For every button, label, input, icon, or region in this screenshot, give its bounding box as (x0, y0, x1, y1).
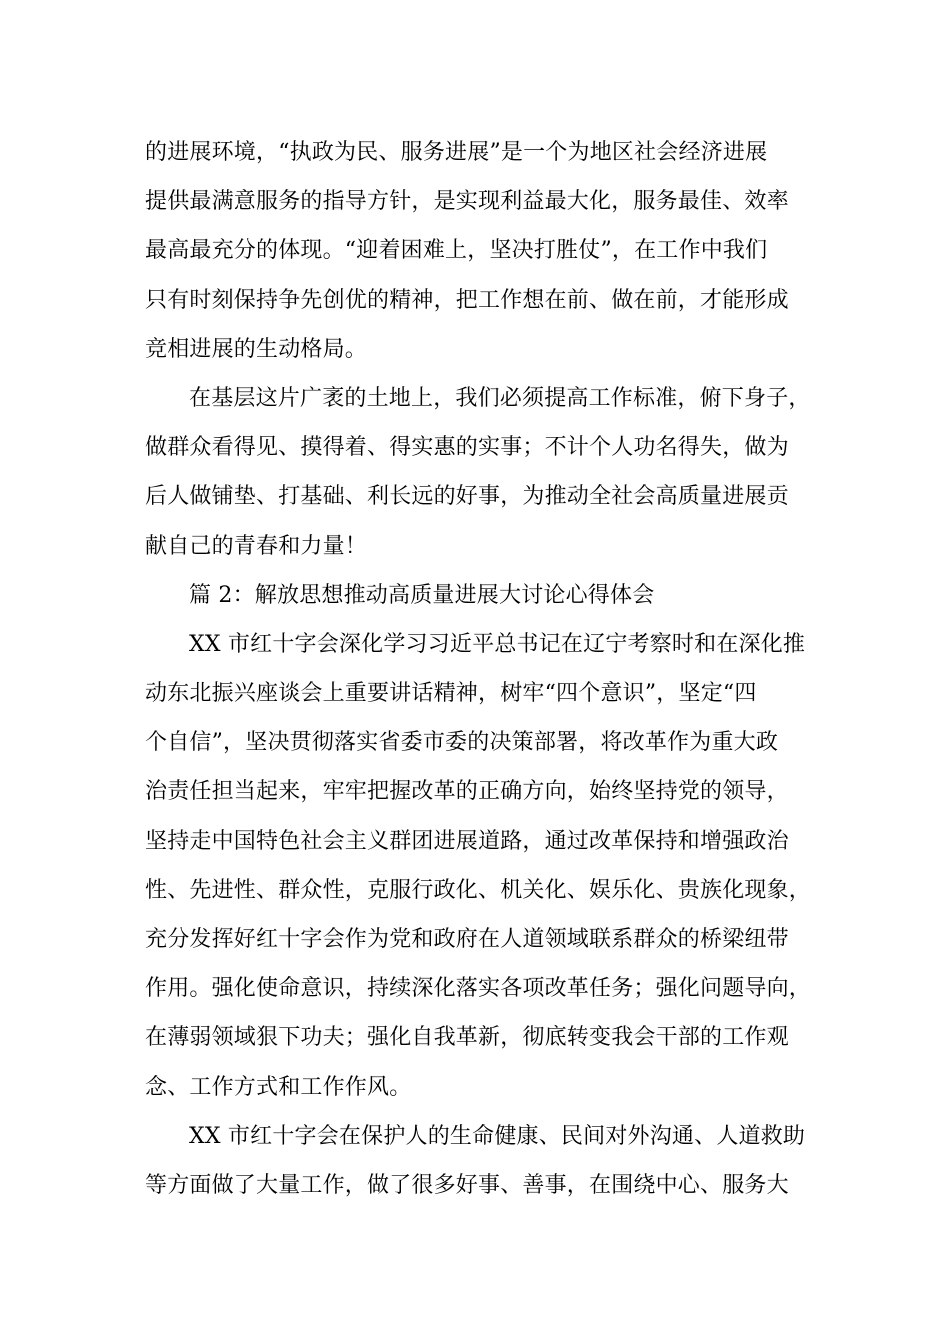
text-line: 坚持走中国特色社会主义群团进展道路，通过改革保持和增强政治 (145, 828, 789, 854)
text-line: XX 市红十字会深化学习习近平总书记在辽宁考察时和在深化推 (189, 631, 806, 657)
text-line: 充分发挥好红十字会作为党和政府在人道领域联系群众的桥梁纽带 (145, 927, 789, 952)
text-line: 提供最满意服务的指导方针，是实现利益最大化，服务最佳、效率 (145, 189, 789, 215)
heading-line: 篇 2：解放思想推动高质量进展大讨论心得体会 (189, 582, 655, 608)
text-line: 性、先进性、群众性，克服行政化、机关化、娱乐化、贵族化现象， (145, 877, 812, 903)
text-line: 等方面做了大量工作，做了很多好事、善事，在围绕中心、服务大 (145, 1172, 789, 1198)
text-line: 献自己的青春和力量！ (145, 533, 368, 559)
section-heading (145, 571, 815, 620)
document-body (145, 128, 815, 1210)
text-line: 后人做铺垫、打基础、利长远的好事，为推动全社会高质量进展贡 (145, 484, 789, 510)
text-line: 在薄弱领域狠下功夫；强化自我革新，彻底转变我会干部的工作观 (145, 1025, 789, 1051)
text-line: 最高最充分的体现。“迎着困难上，坚决打胜仗”，在工作中我们 (145, 238, 768, 264)
text-line: 做群众看得见、摸得着、得实惠的实事；不计个人功名得失，做为 (145, 435, 789, 461)
paragraph-3 (145, 620, 815, 1112)
text-line: 念、工作方式和工作作风。 (145, 1074, 412, 1100)
text-line: 竞相进展的生动格局。 (145, 336, 368, 362)
text-line: XX 市红十字会在保护人的生命健康、民间对外沟通、人道救助 (189, 1123, 806, 1149)
text-line: 的进展环境，“执政为民、服务进展”是一个为地区社会经济进展 (145, 140, 768, 165)
text-line: 治责任担当起来，牢牢把握改革的正确方向，始终坚持党的领导， (145, 779, 789, 805)
paragraph-2 (145, 374, 815, 571)
text-line: 个自信”，坚决贯彻落实省委市委的决策部署，将改革作为重大政 (145, 730, 779, 756)
paragraph-1 (145, 128, 815, 374)
paragraph-4 (145, 1112, 815, 1210)
text-line: 作用。强化使命意识，持续深化落实各项改革任务；强化问题导向， (145, 976, 812, 1002)
text-line: 动东北振兴座谈会上重要讲话精神，树牢“四个意识”，坚定“四 (145, 681, 757, 707)
text-line: 只有时刻保持争先创优的精神，把工作想在前、做在前，才能形成 (145, 287, 789, 313)
text-line: 在基层这片广袤的土地上，我们必须提高工作标准，俯下身子， (189, 385, 811, 411)
